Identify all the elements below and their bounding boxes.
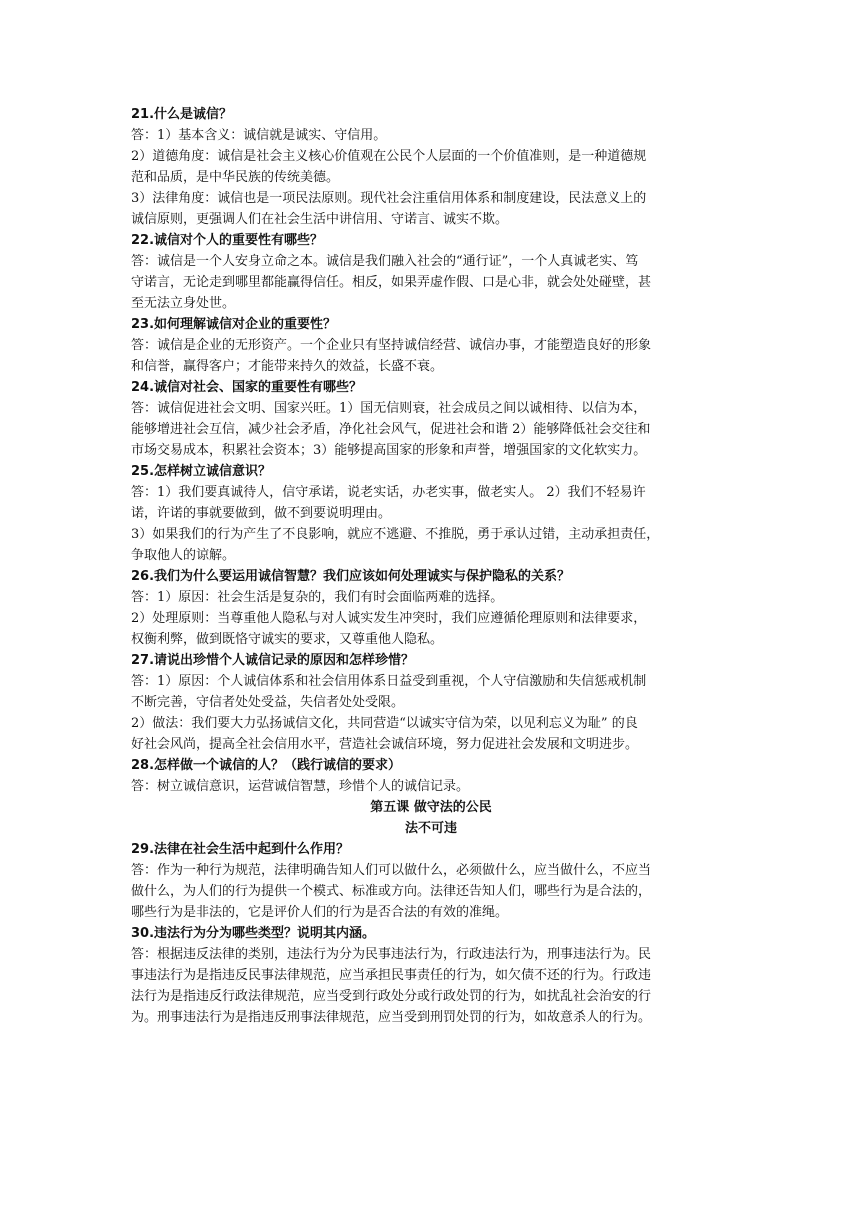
answer-line: 答：1）基本含义：诚信就是诚实、守信用。	[131, 128, 387, 143]
answer-line: 答：根据违反法律的类别，违法行为分为民事违法行为，行政违法行为，刑事违法行为。民	[131, 947, 652, 962]
answer-line: 2）道德角度：诚信是社会主义核心价值观在公民个人层面的一个价值准则，是一种道德规	[131, 149, 647, 164]
answer-line: 诚信原则，更强调人们在社会生活中讲信用、守诺言、诚实不欺。	[131, 212, 509, 227]
answer-line: 为。刑事违法行为是指违反刑事法律规范，应当受到刑罚处罚的行为，如故意杀人的行为。	[131, 1010, 652, 1025]
document-page	[131, 104, 731, 1028]
answer-line: 哪些行为是非法的，它是评价人们的行为是否合法的有效的准绳。	[131, 905, 509, 920]
answer-line: 法行为是指违反行政法律规范，应当受到行政处分或行政处罚的行为，如扰乱社会治安的行	[131, 989, 652, 1004]
question-heading: 26.我们为什么要运用诚信智慧？我们应该如何处理诚实与保护隐私的关系？	[131, 569, 571, 584]
answer-line: 不断完善，守信者处处受益，失信者处处受限。	[131, 695, 405, 710]
answer-line: 3）如果我们的行为产生了不良影响，就应不逃避、不推脱，勇于承认过错，主动承担责任，	[131, 527, 660, 542]
question-heading: 25.怎样树立诚信意识？	[131, 464, 272, 479]
answer-line: 答：诚信是一个人安身立命之本。诚信是我们融入社会的“通行证”，一个人真诚老实、笃	[131, 254, 639, 269]
answer-line: 争取他人的谅解。	[131, 548, 236, 563]
answer-line: 至无法立身处世。	[131, 296, 236, 311]
question-heading: 22.诚信对个人的重要性有哪些？	[131, 233, 324, 248]
answer-line: 答：诚信促进社会文明、国家兴旺。1）国无信则衰，社会成员之间以诚相待、以信为本，	[131, 401, 647, 416]
answer-line: 权衡利弊，做到既恪守诚实的要求，又尊重他人隐私。	[131, 632, 444, 647]
question-heading: 24.诚信对社会、国家的重要性有哪些？	[131, 380, 363, 395]
question-heading: 28.怎样做一个诚信的人？（践行诚信的要求）	[131, 758, 402, 773]
question-heading: 27.请说出珍惜个人诚信记录的原因和怎样珍惜？	[131, 653, 415, 668]
answer-line: 答：作为一种行为规范，法律明确告知人们可以做什么，必须做什么，应当做什么，不应当	[131, 863, 652, 878]
answer-line: 答：1）我们要真诚待人，信守承诺，说老实话，办老实事，做老实人。 2）我们不轻易许	[131, 485, 646, 500]
answer-line: 范和品质，是中华民族的传统美德。	[131, 170, 340, 185]
answer-line: 守诺言，无论走到哪里都能赢得信任。相反，如果弄虚作假、口是心非，就会处处碰壁，甚	[131, 275, 652, 290]
answer-line: 3）法律角度：诚信也是一项民法原则。现代社会注重信用体系和制度建设，民法意义上的	[131, 191, 647, 206]
answer-line: 答：1）原因：个人诚信体系和社会信用体系日益受到重视，个人守信激励和失信惩戒机制	[131, 674, 647, 689]
answer-line: 和信誉，赢得客户；才能带来持久的效益，长盛不衰。	[131, 359, 444, 374]
answer-line: 答：树立诚信意识，运营诚信智慧，珍惜个人的诚信记录。	[131, 779, 470, 794]
section-heading: 法不可违	[404, 821, 457, 836]
answer-line: 事违法行为是指违反民事法律规范，应当承担民事责任的行为，如欠债不还的行为。行政违	[131, 968, 652, 983]
answer-line: 做什么，为人们的行为提供一个模式、标准或方向。法律还告知人们，哪些行为是合法的，	[131, 884, 652, 899]
answer-line: 能够增进社会互信，减少社会矛盾，净化社会风气，促进社会和谐 2）能够降低社会交往和	[131, 422, 651, 437]
question-heading: 29.法律在社会生活中起到什么作用？	[131, 842, 350, 857]
answer-line: 答：1）原因：社会生活是复杂的，我们有时会面临两难的选择。	[131, 590, 504, 605]
answer-line: 2）处理原则：当尊重他人隐私与对人诚实发生冲突时，我们应遵循伦理原则和法律要求，	[131, 611, 647, 626]
answer-line: 市场交易成本，积累社会资本；3）能够提高国家的形象和声誉，增强国家的文化软实力。	[131, 443, 647, 458]
answer-line: 好社会风尚，提高全社会信用水平，营造社会诚信环境，努力促进社会发展和文明进步。	[131, 737, 639, 752]
section-heading: 第五课 做守法的公民	[370, 800, 492, 815]
answer-line: 诺，许诺的事就要做到，做不到要说明理由。	[131, 506, 392, 521]
question-heading: 23.如何理解诚信对企业的重要性？	[131, 317, 337, 332]
answer-line: 2）做法：我们要大力弘扬诚信文化，共同营造“以诚实守信为荣，以见利忘义为耻” 的良	[131, 716, 638, 731]
answer-line: 答：诚信是企业的无形资产。一个企业只有坚持诚信经营、诚信办事，才能塑造良好的形象	[131, 338, 652, 353]
question-heading: 30.违法行为分为哪些类型？说明其内涵。	[131, 926, 376, 941]
question-heading: 21.什么是诚信？	[131, 107, 233, 122]
